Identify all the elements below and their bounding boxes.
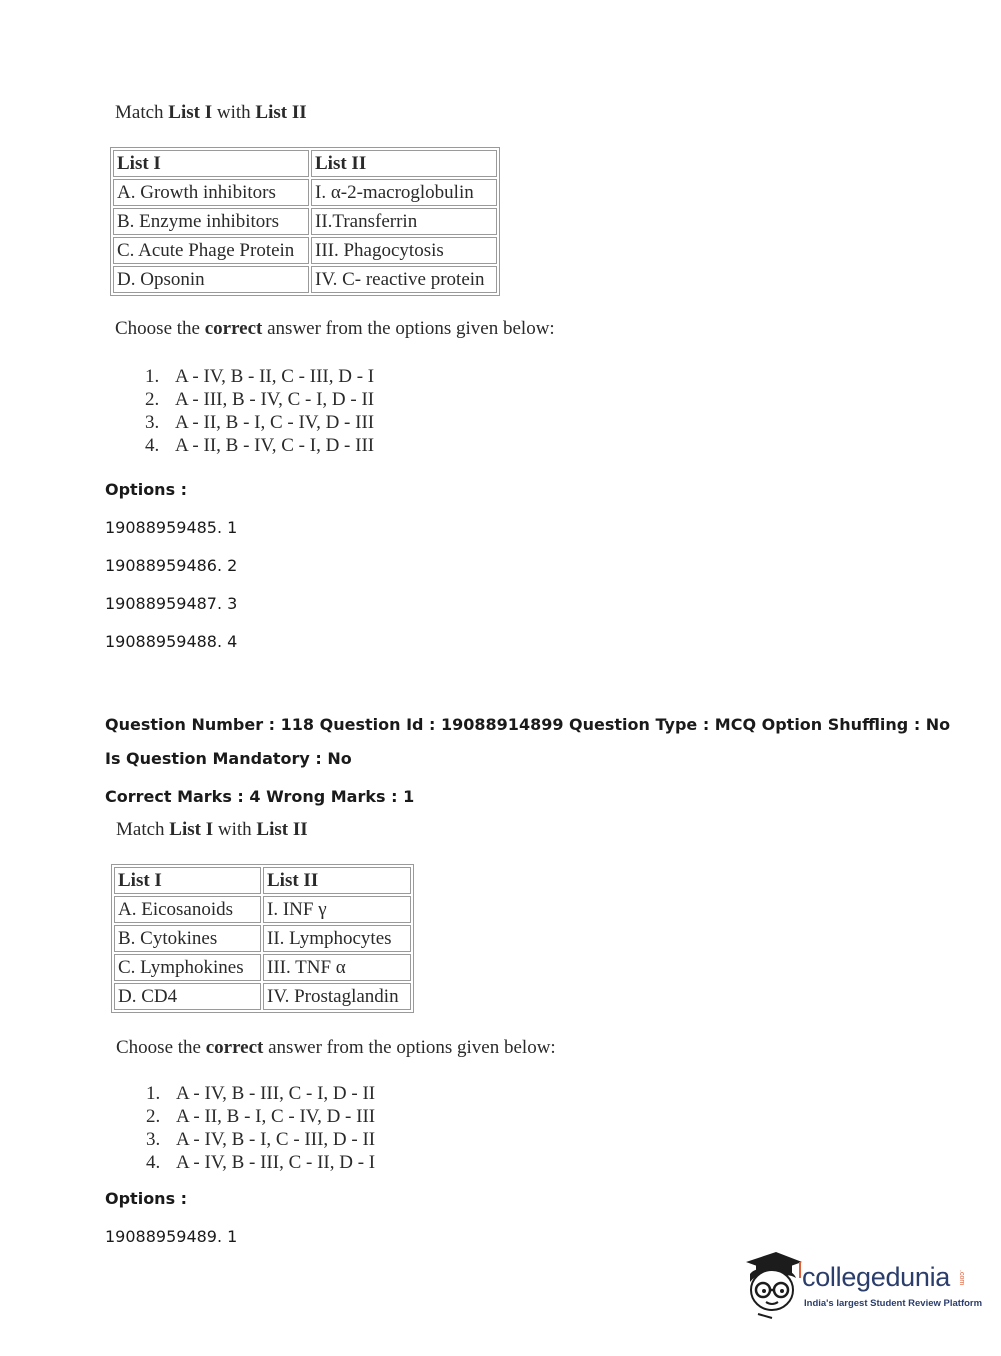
q2-meta-question-info: Question Number : 118 Question Id : 19088914899 Question Type : MCQ Option Shuffling : No (105, 715, 951, 734)
logo-wordmark: collegedunia (802, 1262, 951, 1292)
list-item: 4. A - IV, B - III, C - II, D - I (146, 1152, 376, 1173)
option-item: 19088959485. 1 (105, 518, 238, 537)
table-cell: II.Transferrin (311, 208, 497, 235)
list-item: 3. A - II, B - I, C - IV, D - III (145, 412, 375, 433)
list-item: 3. A - IV, B - I, C - III, D - II (146, 1129, 376, 1150)
table-cell: C. Lymphokines (114, 954, 261, 981)
option-item: 19088959488. 4 (105, 632, 238, 651)
q2-meta-marks: Correct Marks : 4 Wrong Marks : 1 (105, 787, 415, 806)
list-item: 1. A - IV, B - II, C - III, D - I (145, 366, 375, 387)
table-cell: III. TNF α (263, 954, 411, 981)
q2-intro: Match List I with List II (116, 819, 308, 840)
list-item: 4. A - II, B - IV, C - I, D - III (145, 435, 375, 456)
logo-tagline: India's largest Student Review Platform (804, 1298, 983, 1309)
table-row (114, 983, 411, 1010)
table-row (114, 896, 411, 923)
q1-answer-list (145, 365, 374, 457)
table-cell: A. Eicosanoids (114, 896, 261, 923)
table-row (113, 266, 497, 293)
q2-match-table (111, 864, 414, 1013)
q2-options-label: Options : (105, 1189, 188, 1208)
table-header-cell: List II (263, 867, 411, 894)
table-row (114, 925, 411, 952)
q2-choose-instruction: Choose the correct answer from the options given below: (116, 1037, 556, 1058)
list-item: 2. A - III, B - IV, C - I, D - II (145, 389, 375, 410)
table-cell: II. Lymphocytes (263, 925, 411, 952)
table-cell: III. Phagocytosis (311, 237, 497, 264)
table-cell: IV. Prostaglandin (263, 983, 411, 1010)
table-cell: B. Enzyme inhibitors (113, 208, 309, 235)
mascot-icon (742, 1248, 804, 1320)
q1-choose-instruction: Choose the correct answer from the options given below: (115, 318, 555, 339)
q2-answer-list (146, 1082, 375, 1174)
table-header-cell: List II (311, 150, 497, 177)
table-cell: D. Opsonin (113, 266, 309, 293)
option-item: 19088959487. 3 (105, 594, 238, 613)
list-item: 2. A - II, B - I, C - IV, D - III (146, 1106, 376, 1127)
table-cell: I. α-2-macroglobulin (311, 179, 497, 206)
logo-com: .com (958, 1270, 965, 1286)
list-item: 1. A - IV, B - III, C - I, D - II (146, 1083, 376, 1104)
table-cell: A. Growth inhibitors (113, 179, 309, 206)
table-row (113, 237, 497, 264)
option-item: 19088959489. 1 (105, 1227, 238, 1246)
table-row (113, 179, 497, 206)
q1-intro: Match List I with List II (115, 102, 307, 123)
table-cell: B. Cytokines (114, 925, 261, 952)
q1-match-table (110, 147, 500, 296)
table-row (114, 954, 411, 981)
table-cell: C. Acute Phage Protein (113, 237, 309, 264)
q1-options-label: Options : (105, 480, 188, 499)
option-item: 19088959486. 2 (105, 556, 238, 575)
collegedunia-logo (742, 1248, 983, 1320)
q2-meta-mandatory: Is Question Mandatory : No (105, 749, 352, 768)
table-header-row (113, 150, 497, 177)
table-header-cell: List I (114, 867, 261, 894)
table-header-row (114, 867, 411, 894)
table-header-cell: List I (113, 150, 309, 177)
table-cell: IV. C- reactive protein (311, 266, 497, 293)
table-cell: D. CD4 (114, 983, 261, 1010)
table-row (113, 208, 497, 235)
table-cell: I. INF γ (263, 896, 411, 923)
